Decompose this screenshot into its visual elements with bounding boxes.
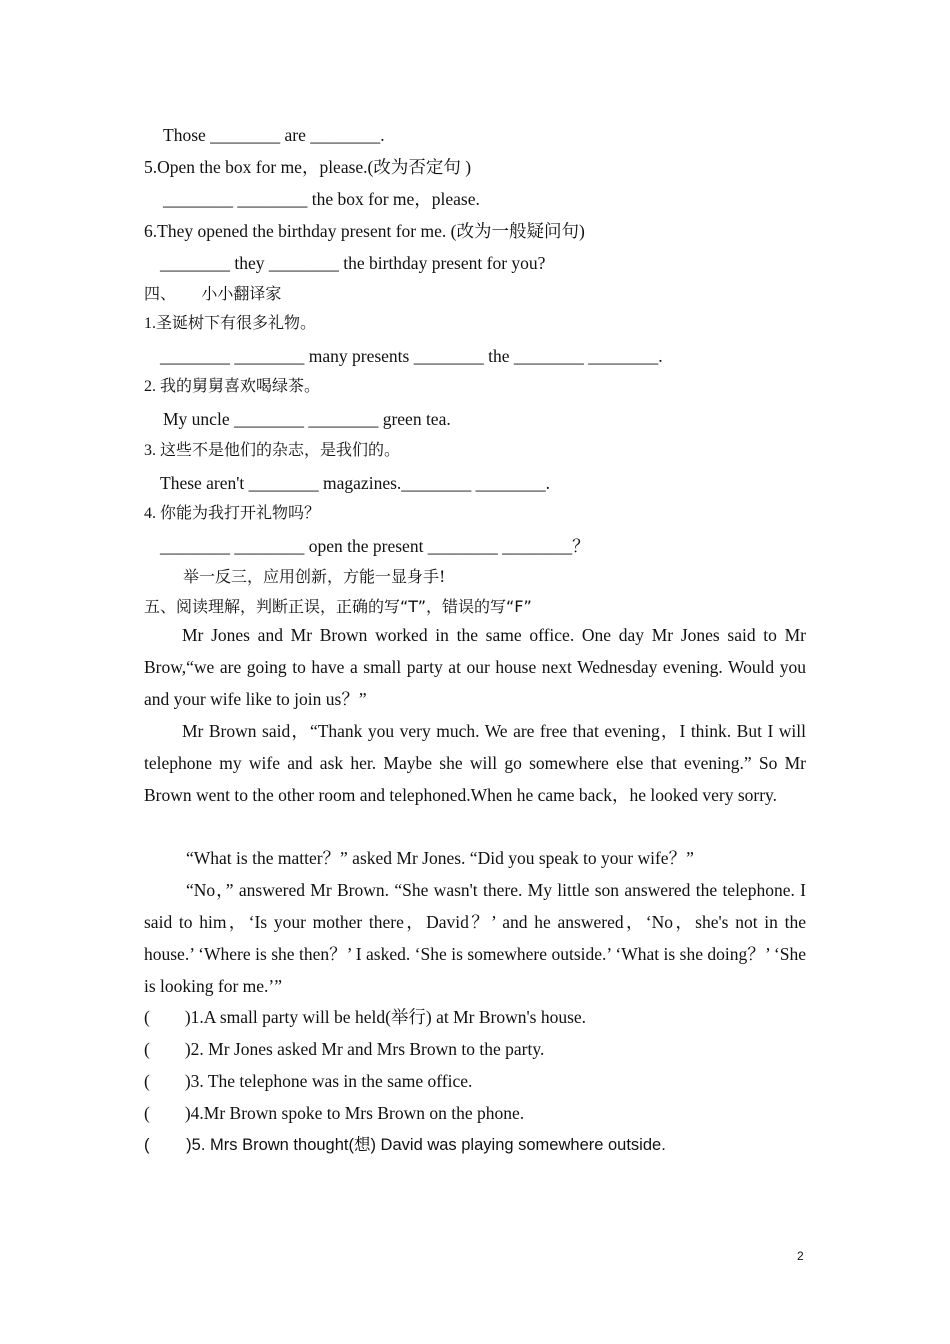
judge-question-2: ( )2. Mr Jones asked Mr and Mrs Brown to the party. — [144, 1039, 545, 1059]
answer-line-5: ________ ________ the box for me，please. — [163, 189, 480, 209]
section-heading-translation: 四、 小小翻译家 — [144, 284, 282, 303]
reading-paragraph-4: “No，” answered Mr Brown. “She wasn't there. My little son answered the telephone. I said to him，‘Is your mother there，David？’ and he answered，‘No，she's not in the house.’ ‘Where is she then？’ I asked. ‘She is somewhere outside.’ ‘What is she doing？’ ‘She is looking for me.’” — [144, 880, 806, 996]
judge-question-3: ( )3. The telephone was in the same office. — [144, 1071, 473, 1091]
translation-answer-4: ________ ________ open the present ________ ________？ — [160, 536, 590, 556]
motto: 举一反三，应用创新，方能一显身手! — [183, 567, 446, 586]
translation-answer-2: My uncle ________ ________ green tea. — [163, 409, 451, 429]
fill-line-those: Those ________ are ________. — [163, 125, 385, 145]
reading-paragraph-1: Mr Jones and Mr Brown worked in the same office. One day Mr Jones said to Mr Brow,“we are going to have a small party at our house next Wednesday evening. Would you and your wife like to join us？” — [144, 625, 806, 709]
reading-paragraph-2: Mr Brown said，“Thank you very much. We are free that evening，I think. But I will telephone my wife and ask her. Maybe she will go somewhere else that evening.” So Mr Brown went to the other room and telephoned.When he came back，he looked very sorry. — [144, 721, 806, 805]
judge-question-4: ( )4.Mr Brown spoke to Mrs Brown on the phone. — [144, 1103, 525, 1123]
translation-question-2: 2. 我的舅舅喜欢喝绿茶。 — [144, 378, 321, 395]
reading-paragraph-3: “What is the matter？” asked Mr Jones. “Did you speak to your wife？” — [186, 848, 694, 868]
translation-answer-3: These aren't ________ magazines.________ ________. — [160, 473, 551, 493]
section-heading-reading: 五、阅读理解，判断正误，正确的写“T”，错误的写“F” — [144, 597, 532, 616]
translation-answer-1: ________ ________ many presents ________ the ________ ________. — [160, 346, 663, 366]
answer-line-6: ________ they ________ the birthday present for you? — [160, 253, 546, 273]
translation-question-4: 4. 你能为我打开礼物吗？ — [144, 505, 321, 522]
question-6: 6.They opened the birthday present for me. (改为一般疑问句) — [144, 221, 585, 241]
judge-question-5: ( )5. Mrs Brown thought(想) David was playing somewhere outside. — [144, 1136, 666, 1154]
page-number: 2 — [797, 1249, 804, 1263]
judge-question-1: ( )1.A small party will be held(举行) at Mr Brown's house. — [144, 1007, 587, 1027]
translation-question-1: 1.圣诞树下有很多礼物。 — [144, 315, 317, 332]
question-5: 5.Open the box for me，please.(改为否定句 ) — [144, 157, 472, 177]
translation-question-3: 3. 这些不是他们的杂志，是我们的。 — [144, 442, 401, 459]
